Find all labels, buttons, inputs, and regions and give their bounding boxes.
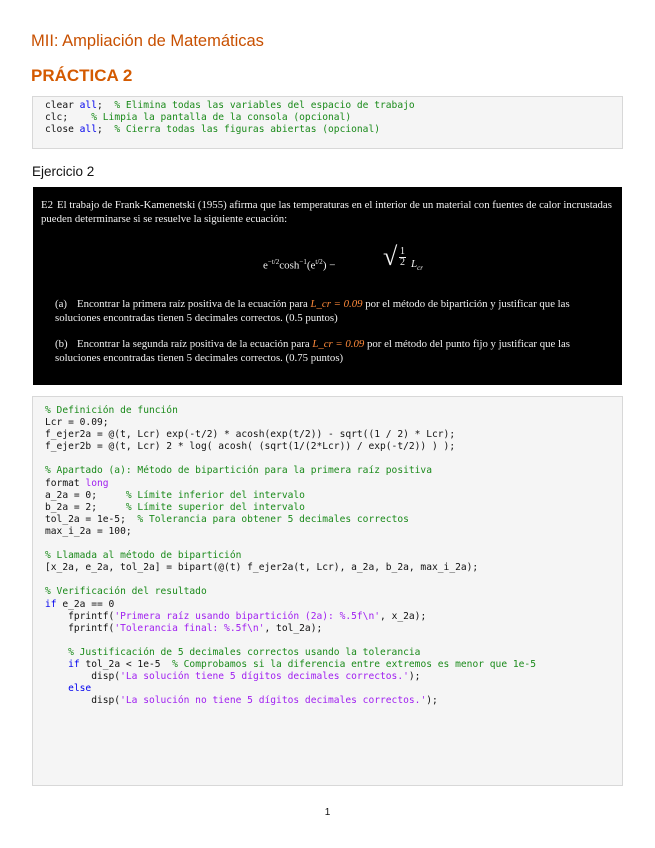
code-line (45, 417, 622, 429)
code-token: 'Primera raíz usando bipartición (2a): %.5f\n' (114, 610, 381, 622)
code-token: ); (408, 671, 421, 683)
code-token: a_2a = 0; (45, 489, 126, 501)
problem-intro (41, 199, 615, 226)
code-line (45, 538, 622, 550)
code-token: fprintf( (45, 610, 115, 622)
equation-lhs: $e^{-t/2}\cosh^{-1}(e^{t/2})$ − (263, 258, 336, 272)
course-title: MII: Ampliación de Matemáticas (31, 32, 264, 50)
main-code-block (32, 396, 623, 786)
code-token: close (45, 124, 80, 136)
code-line (45, 659, 622, 671)
code-token: if (68, 658, 80, 670)
problem-item-b: (b) Encontrar la segunda raíz positiva de la ecuación para L_cr = 0.09 por el método del punto fijo y justificar que las soluciones encontradas tienen 5 decimales correctos. (0.75 puntos) (55, 338, 571, 364)
code-token: long (85, 477, 109, 489)
code-token: 'La solución no tiene 5 dígitos decimales correctos.' (120, 695, 427, 707)
code-token: f_ejer2b = @(t, Lcr) 2 * log( acosh( (sqrt(1/(2*Lcr)) / exp(-t/2)) ) ); (45, 441, 456, 453)
code-token: b_2a = 2; (45, 501, 126, 513)
code-token: all (79, 100, 97, 111)
code-line (45, 574, 622, 586)
code-token: f_ejer2a = @(t, Lcr) exp(-t/2) * acosh(exp(t/2)) - sqrt((1 / 2) * Lcr); (45, 429, 456, 441)
code-token: Lcr = 0.09; (45, 417, 109, 429)
page-number: 1 (324, 807, 331, 818)
code-token: , tol_2a); (264, 622, 323, 634)
code-token: format (45, 477, 86, 489)
code-token: % Verificación del resultado (45, 586, 207, 598)
problem-intro-text: El trabajo de Frank-Kamenetski (1955) afirma que las temperaturas en el interior de un material con fuentes de calor incrustadas pueden determinarse si se resuelve la siguiente ecuación: (41, 199, 612, 225)
problem-item-a: (a) Encontrar la primera raíz positiva de la ecuación para L_cr = 0.09 por el método de bipartición y justificar que las soluciones encontradas tienen 5 decimales correctos. (0.5 puntos) (55, 298, 570, 324)
code-line (45, 526, 622, 538)
code-token: clear (45, 100, 80, 111)
code-line (45, 441, 622, 453)
code-line (45, 550, 622, 562)
code-token: % Llamada al método de bipartición (45, 550, 242, 562)
code-token: % Elimina todas las variables del espacio de trabajo (114, 100, 415, 111)
code-line (45, 502, 622, 514)
code-token: % Apartado (a): Método de bipartición para la primera raíz positiva (45, 465, 432, 477)
setup-code-block (32, 96, 623, 149)
code-line (45, 635, 622, 647)
code-token: disp( (45, 695, 121, 707)
code-line (45, 683, 622, 695)
code-token: tol_2a = 1e-5; (45, 513, 138, 525)
code-token: % Límite superior del intervalo (125, 501, 305, 513)
code-token: if (45, 598, 57, 610)
code-token: all (79, 124, 97, 136)
code-token: % Cierra todas las figuras abiertas (opcional) (114, 124, 381, 136)
section-heading: Ejercicio 2 (32, 164, 95, 179)
code-token: 'La solución tiene 5 dígitos decimales correctos.' (120, 671, 409, 683)
code-line (45, 671, 622, 683)
code-line (45, 647, 622, 659)
code-line (45, 514, 622, 526)
code-token: ; (96, 100, 115, 111)
code-line (45, 586, 622, 598)
code-token: else (68, 683, 92, 695)
code-line (45, 611, 622, 623)
code-token: clc; (45, 112, 92, 124)
code-token: fprintf( (45, 622, 115, 634)
code-token: % Limpia la pantalla de la consola (opcional) (91, 112, 352, 124)
code-token: % Límite inferior del intervalo (125, 489, 305, 501)
code-line (45, 465, 622, 477)
code-token: [x_2a, e_2a, tol_2a] = bipart(@(t) f_ejer2a(t, Lcr), a_2a, b_2a, max_i_2a); (45, 562, 479, 574)
code-token: % Justificación de 5 decimales correctos usando la tolerancia (68, 646, 421, 658)
problem-label: E2 (41, 199, 53, 211)
code-token: ); (426, 695, 438, 707)
equation: $e^{-t/2}\cosh^{-1}(e^{t/2})$ − √ $\frac{1}{2}$ $L_{cr}$ (263, 242, 423, 273)
code-line (45, 453, 622, 465)
code-line (45, 623, 622, 635)
code-token (45, 647, 68, 658)
code-token (45, 659, 68, 670)
code-token: ; (96, 124, 115, 136)
code-line (45, 478, 622, 490)
code-line (45, 599, 622, 611)
code-line (45, 429, 622, 441)
code-token: e_2a == 0 (56, 598, 115, 610)
code-line (45, 112, 622, 124)
practice-title: PRÁCTICA 2 (31, 66, 133, 85)
code-token: 'Tolerancia final: %.5f\n' (114, 622, 265, 634)
code-token: disp( (45, 671, 121, 683)
code-token: max_i_2a = 100; (45, 525, 132, 537)
code-token (45, 683, 68, 694)
code-line (45, 695, 622, 707)
code-token: % Tolerancia para obtener 5 decimales correctos (137, 513, 409, 525)
problem-statement-image (33, 187, 622, 385)
code-token: % Definición de función (45, 405, 178, 416)
code-line (45, 405, 622, 417)
code-line (45, 490, 622, 502)
code-token: % Comprobamos si la diferencia entre extremos es menor que 1e-5 (172, 658, 536, 670)
code-line (45, 100, 622, 112)
code-line (45, 562, 622, 574)
code-token: , x_2a); (380, 610, 427, 622)
code-line (45, 124, 622, 136)
code-token: tol_2a < 1e-5 (79, 658, 173, 670)
